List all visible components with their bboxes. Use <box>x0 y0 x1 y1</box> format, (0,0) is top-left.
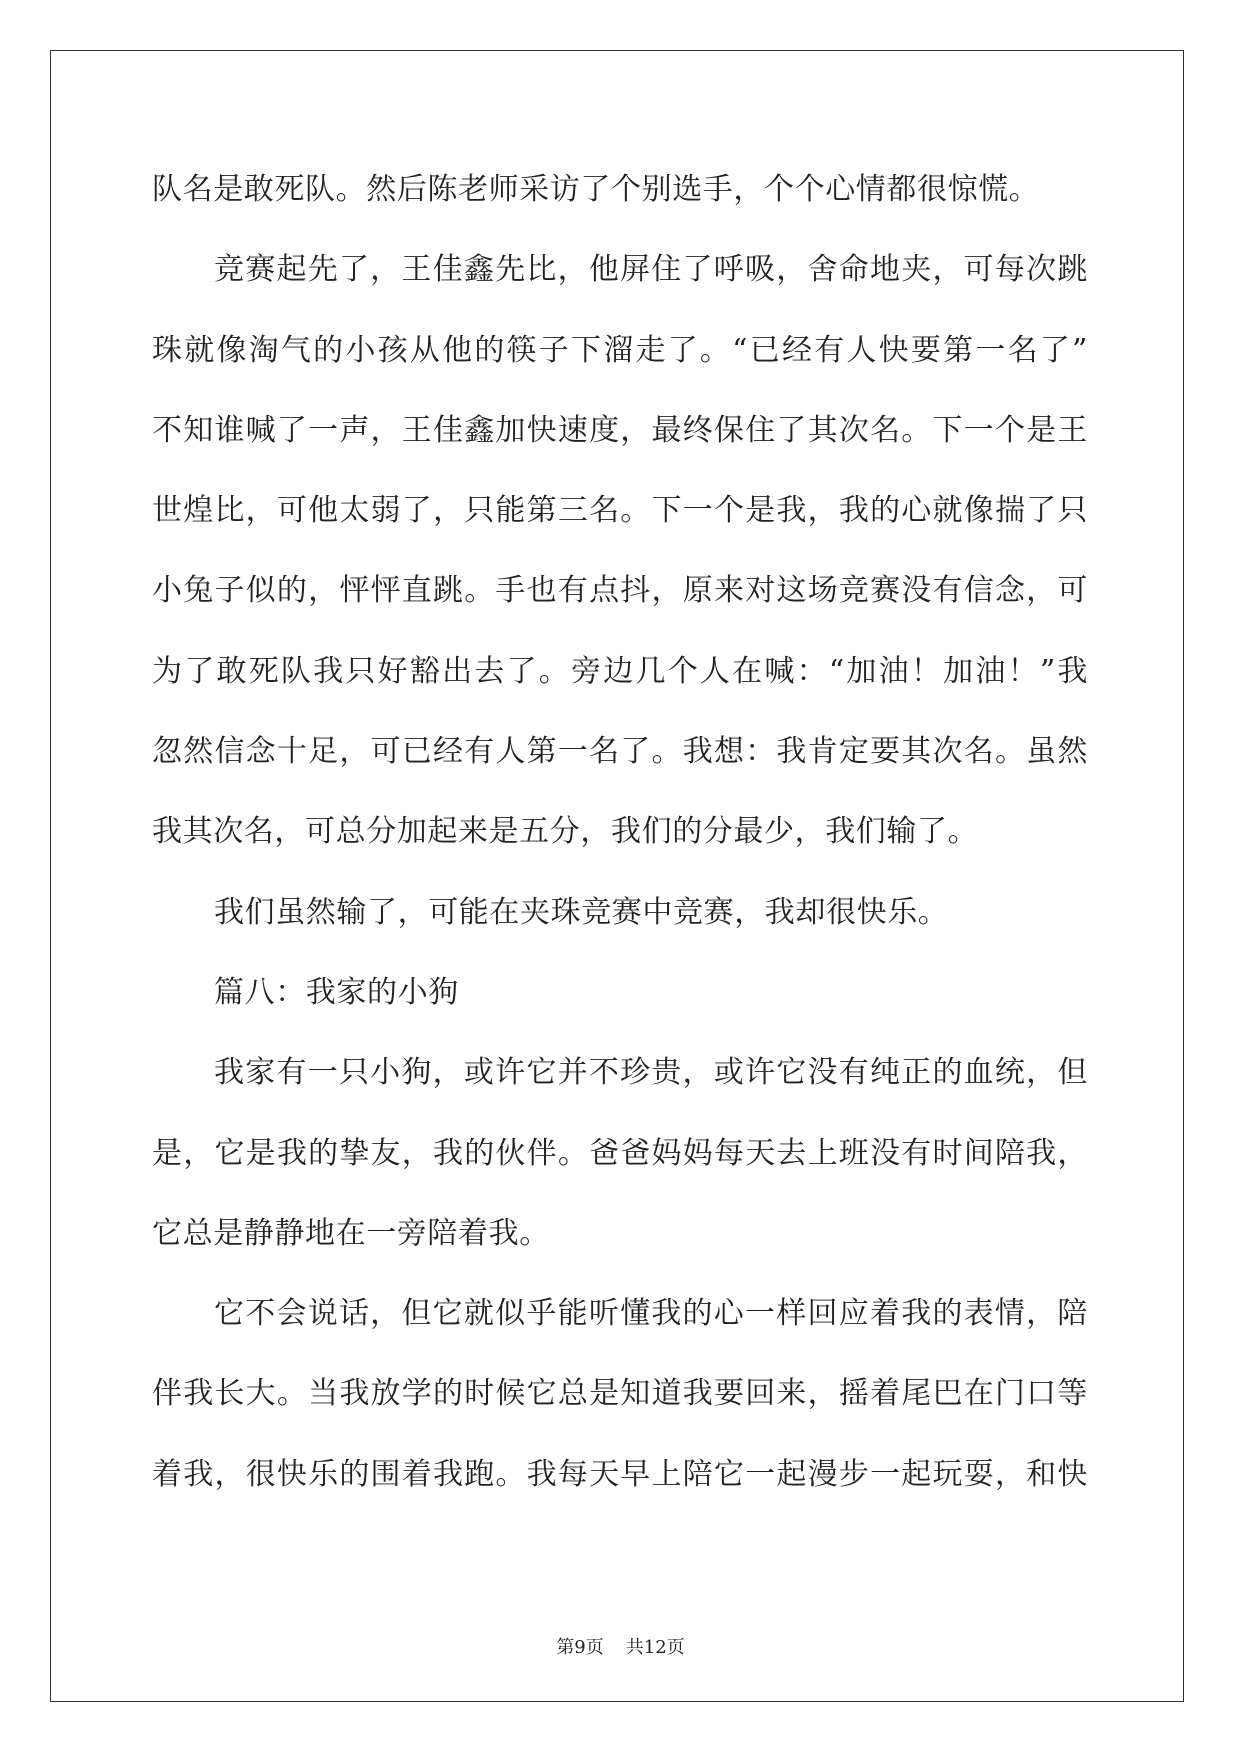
text-line: 珠就像淘气的小孩从他的筷子下溜走了。“已经有人快要第一名了” <box>152 332 1088 368</box>
text-line: 我们虽然输了，可能在夹珠竞赛中竞赛，我却很快乐。 <box>214 894 949 930</box>
page-total: 共12页 <box>625 1637 685 1658</box>
text-line: 我其次名，可总分加起来是五分，我们的分最少，我们输了。 <box>152 814 979 850</box>
section-heading: 篇八：我家的小狗 <box>214 974 459 1010</box>
page-number: 第9页 <box>556 1637 604 1658</box>
text-line: 着我，很快乐的围着我跑。我每天早上陪它一起漫步一起玩耍，和快 <box>152 1456 1088 1492</box>
text-line: 不知谁喊了一声，王佳鑫加快速度，最终保住了其次名。下一个是王 <box>152 412 1088 448</box>
text-line: 竞赛起先了，王佳鑫先比，他屏住了呼吸，舍命地夹，可每次跳 <box>214 252 1088 288</box>
text-line: 队名是敢死队。然后陈老师采访了个别选手，个个心情都很惊慌。 <box>152 172 1040 207</box>
text-line: 是，它是我的挚友，我的伙伴。爸爸妈妈每天去上班没有时间陪我， <box>152 1135 1088 1171</box>
text-line: 小兔子似的，怦怦直跳。手也有点抖，原来对这场竞赛没有信念，可 <box>152 573 1088 609</box>
text-line: 为了敢死队我只好豁出去了。旁边几个人在喊：“加油！加油！”我 <box>152 653 1088 689</box>
text-line: 忽然信念十足，可已经有人第一名了。我想：我肯定要其次名。虽然 <box>152 734 1088 770</box>
text-line: 伴我长大。当我放学的时候它总是知道我要回来，摇着尾巴在门口等 <box>152 1376 1088 1412</box>
text-line: 我家有一只小狗，或许它并不珍贵，或许它没有纯正的血统，但 <box>214 1055 1088 1091</box>
page-footer <box>0 1633 1241 1659</box>
text-line: 世煌比，可他太弱了，只能第三名。下一个是我，我的心就像揣了只 <box>152 493 1088 529</box>
text-line: 它总是静静地在一旁陪着我。 <box>152 1215 550 1251</box>
document-body <box>152 150 1088 1515</box>
text-line: 它不会说话，但它就似乎能听懂我的心一样回应着我的表情，陪 <box>214 1296 1088 1332</box>
